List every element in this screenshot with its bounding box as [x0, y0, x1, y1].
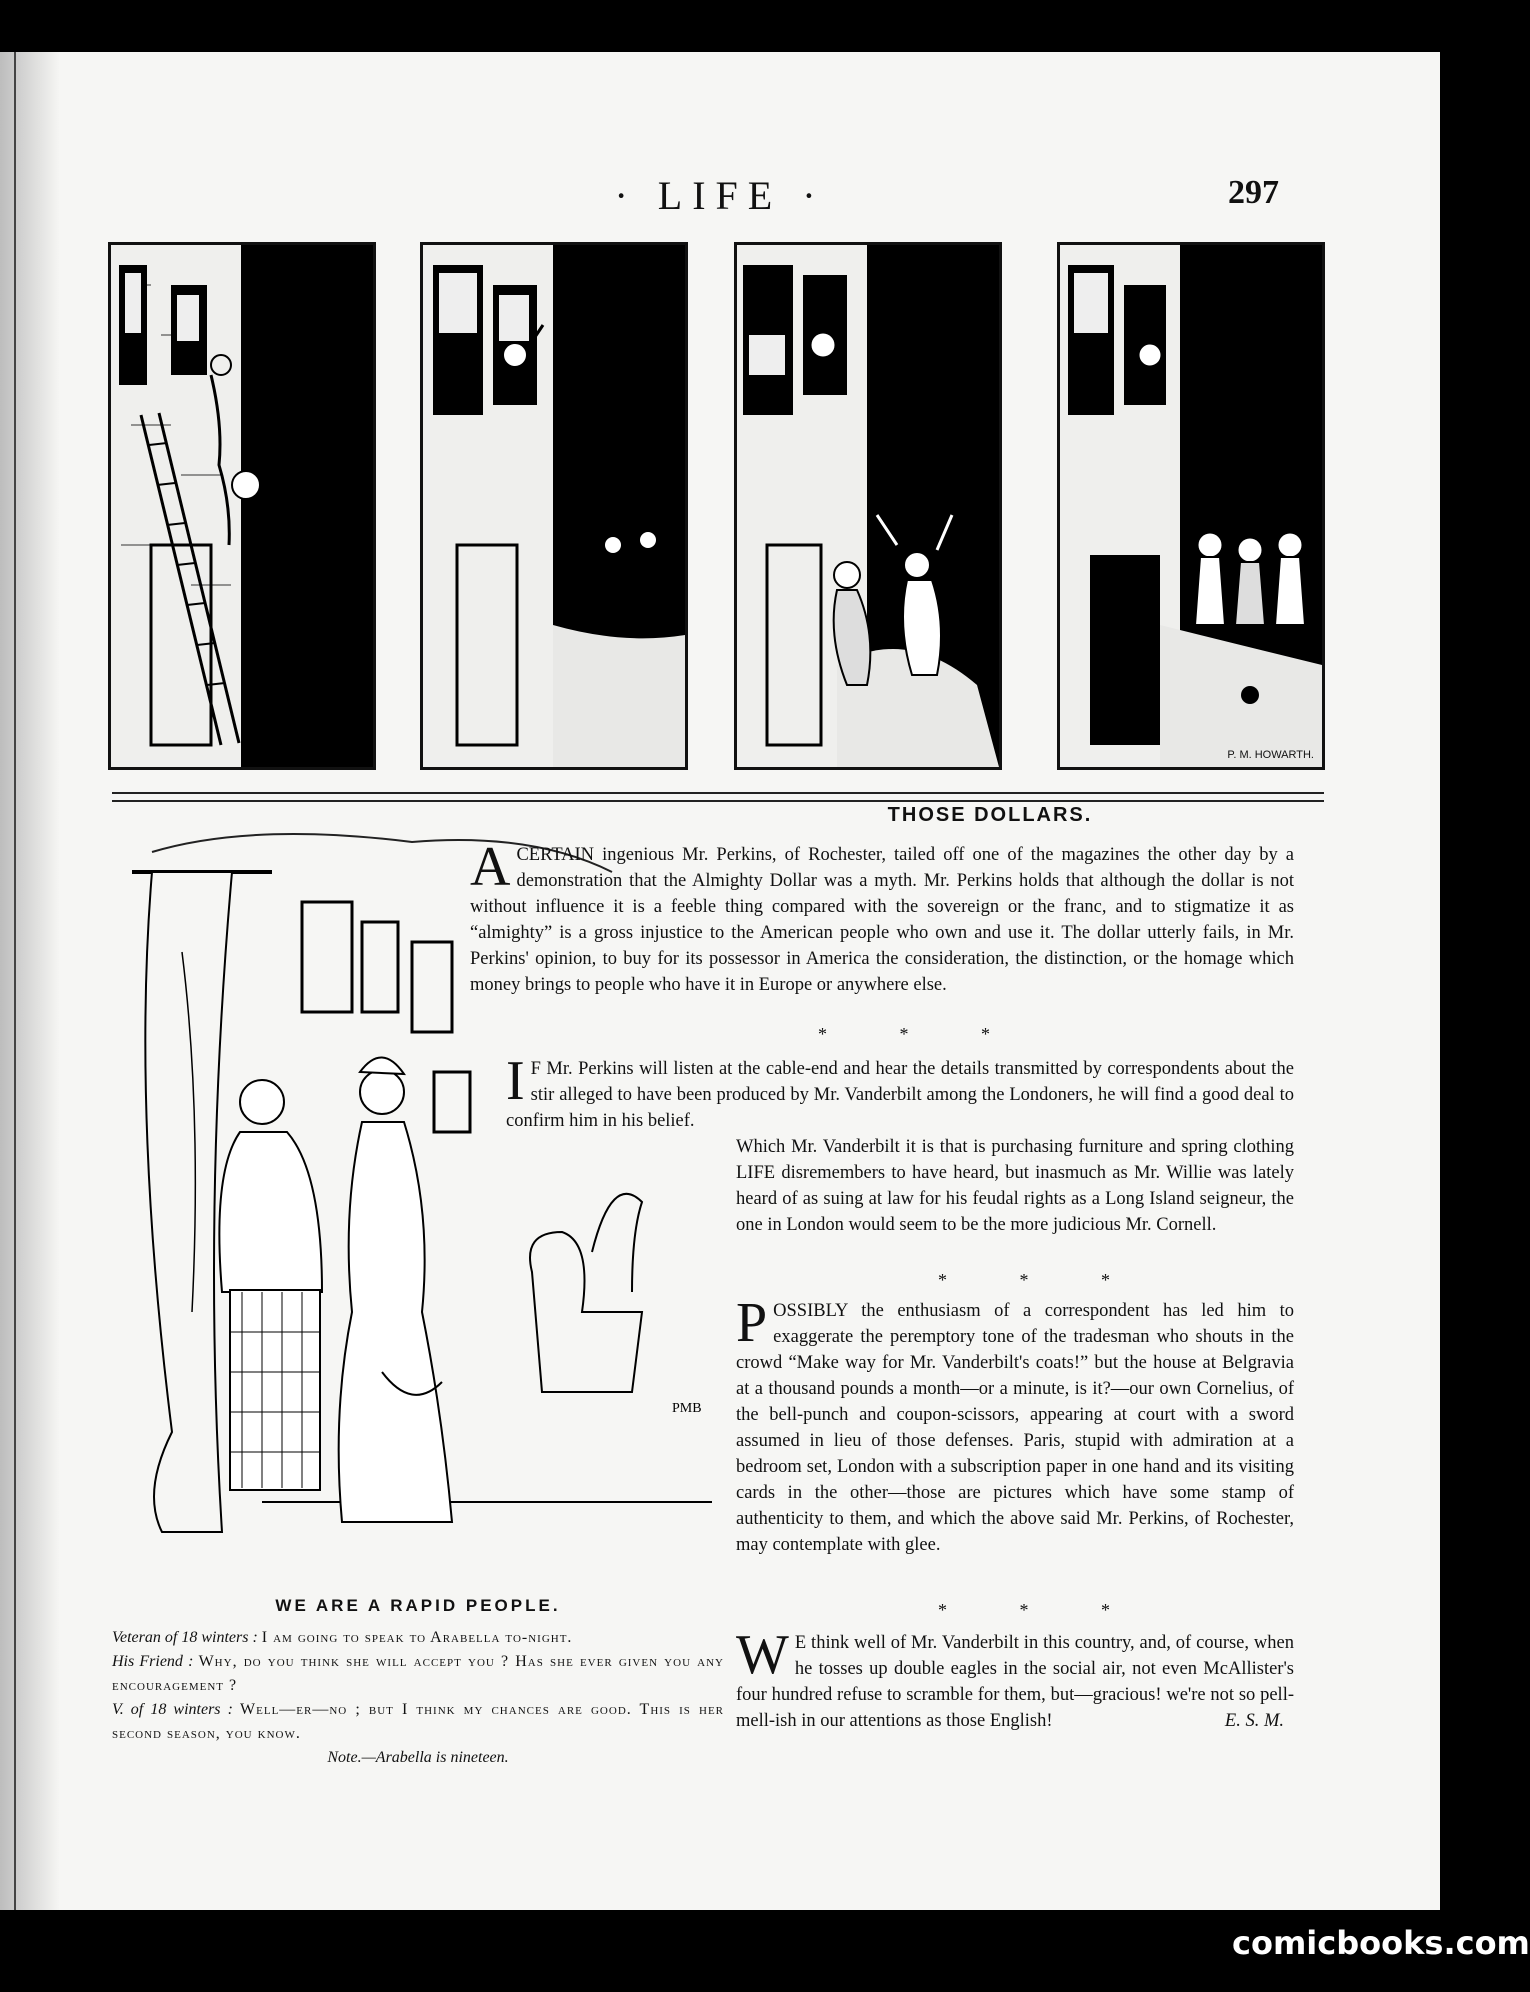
scan-border-right: [1440, 0, 1500, 1992]
dropcap: W: [736, 1624, 789, 1686]
article-paragraph-3: POSSIBLY the enthusiasm of a correspondent has led him to exaggerate the peremptory tone of the tradesman who shouts in the crowd “Make way for Mr. Vanderbilt's coats!” but the house at Belgravia at a thousand pounds a month—or a minute, is it?—our own Cornelius, of the bell-punch and coupon-scissors, appearing at court with a sword assumed in lieu of those defenses. Paris, stupid with admiration at a bedroom set, London with a subscription paper in one hand and its visiting cards in the other—those are pictures which have some stamp of authenticity to them, and which the above said Mr. Perkins, of Rochester, may contemplate with glee.: [736, 1292, 1294, 1555]
article-paragraph-4: W E think well of Mr. Vanderbilt in this country, and, of course, when he tosses up double eagles in the social air, not even McAllister's four hundred refuse to scramble for them, but—gracious! we're not so pell-mell-ish in our attentions as those English! E. S. M.: [736, 1630, 1294, 1734]
comic-panel-3: [734, 242, 1002, 770]
line-text: Well—er—no ; but I think my chances are good. This is her second season, you know.: [112, 1701, 725, 1742]
watermark: comicbooks.com: [1232, 1924, 1530, 1962]
page-shadow-left: [0, 52, 60, 1910]
comic-panel-1: [108, 242, 376, 770]
cartoon-note: Note.—Arabella is nineteen.: [327, 1749, 509, 1766]
gutter-line: [14, 52, 16, 1910]
page-number: 297: [1228, 174, 1279, 211]
section-stars: * * *: [938, 1600, 1144, 1620]
section-stars: * * *: [818, 1024, 1024, 1044]
speaker: V. of 18 winters :: [112, 1701, 233, 1718]
article-paragraph-2a: I F Mr. Perkins will listen at the cable-end and hear the details transmitted by correspondents about the stir alleged to have been produced by Mr. Vanderbilt among the Londoners, he will find a good deal to confirm him in his belief.: [506, 1050, 1294, 1131]
line-text: Why, do you think she will accept you ? Has she ever given you any encouragement ?: [112, 1653, 725, 1694]
dropcap: P: [736, 1292, 768, 1354]
dialogue-line: [112, 1650, 724, 1698]
comic-panel-4: [1057, 242, 1325, 770]
article-paragraph-2b: Which Mr. Vanderbilt it is that is purchasing furniture and spring clothing LIFE disremembers to have heard, but inasmuch as Mr. Willie was lately heard of as suing at law for his feudal rights as a Long Island seigneur, the one in London would seem to be the more judicious Mr. Cornell.: [736, 1137, 1294, 1235]
article-title: THOSE DOLLARS.: [887, 804, 1093, 826]
section-stars: * * *: [938, 1270, 1144, 1290]
artist-monogram: PMB: [672, 1401, 702, 1416]
dialogue-line: [112, 1626, 724, 1650]
dropcap: A: [470, 836, 511, 898]
article-paragraph-1: ACERTAIN ingenious Mr. Perkins, of Rochester, tailed off one of the magazines the other day by a demonstration that the Almighty Dollar was a myth. Mr. Perkins holds that although the dollar is not without influence it is a feeble thing compared with the sovereign or the franc, and to stigmatize it as “almighty” is a gross injustice to the American people who own and use it. The dollar utterly fails, in Mr. Perkins' opinion, to buy for its possessor in America the consideration, the distinction, or the homage which money brings to people who have it in Europe or anywhere else.: [470, 836, 1294, 995]
cartoon-dialogue: [112, 1626, 724, 1770]
masthead: · LIFE ·: [614, 173, 826, 218]
cartoon-title: WE ARE A RAPID PEOPLE.: [275, 1596, 561, 1615]
line-text: I am going to speak to Arabella to-night.: [261, 1629, 573, 1646]
dialogue-line: [112, 1698, 724, 1746]
comic-panel-2: [420, 242, 688, 770]
article-signature: E. S. M.: [1224, 1711, 1284, 1731]
section-divider: [112, 792, 1324, 802]
dropcap: I: [506, 1050, 525, 1112]
speaker: His Friend :: [112, 1653, 194, 1670]
comic-signature: P. M. HOWARTH.: [1227, 749, 1314, 761]
speaker: Veteran of 18 winters :: [112, 1629, 258, 1646]
magazine-page: [0, 52, 1440, 1910]
